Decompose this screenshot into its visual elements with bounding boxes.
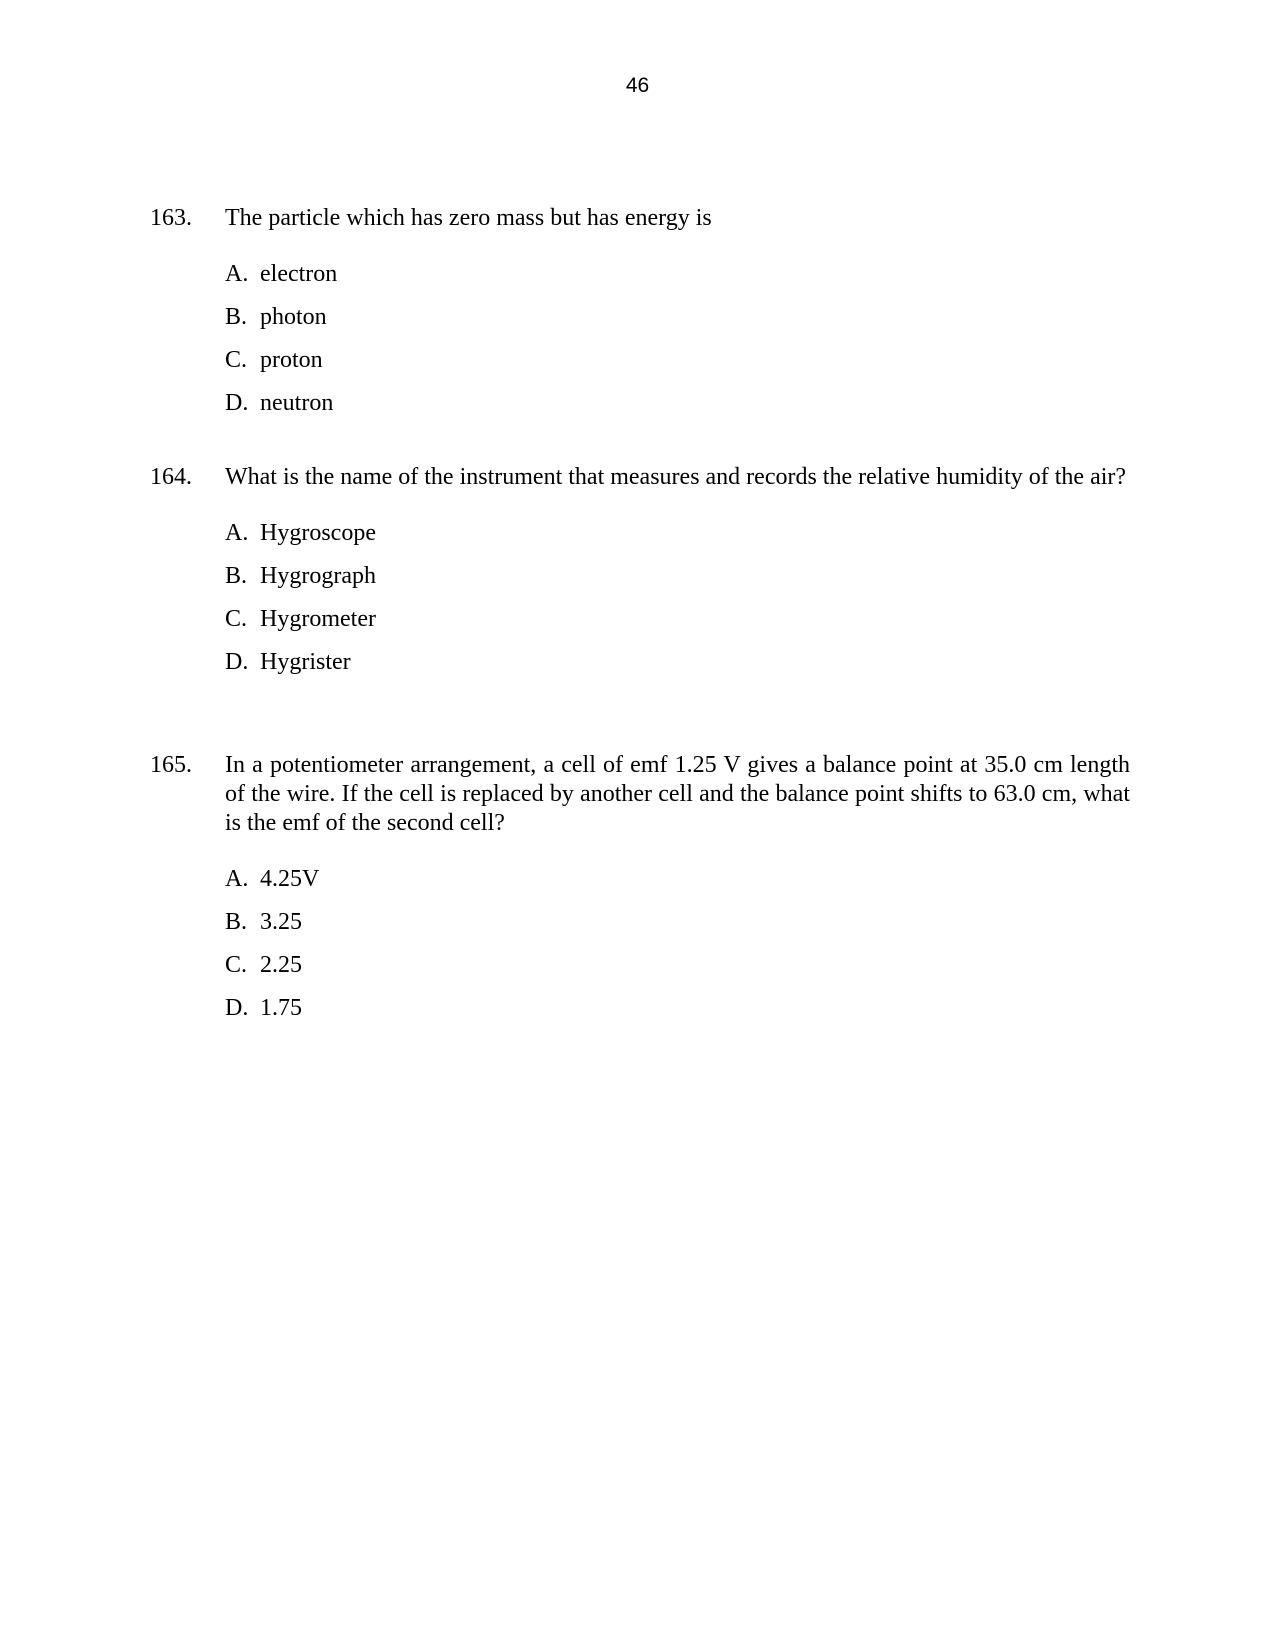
question-164 bbox=[150, 463, 1130, 691]
option-text: photon bbox=[260, 304, 327, 330]
option-letter: C. bbox=[225, 952, 248, 978]
option-text: 4.25V bbox=[260, 866, 320, 892]
option-letter: B. bbox=[225, 909, 248, 935]
option-c bbox=[225, 605, 1130, 634]
option-d bbox=[225, 648, 1130, 677]
question-number: 163. bbox=[150, 205, 192, 231]
question-text: In a potentiometer arrangement, a cell of emf 1.25 V gives a balance point at 35.0 cm length of the wire. If the cell is replaced by another cell and the balance point shifts to 63.0 cm, what is the emf of the second cell? bbox=[225, 752, 1130, 836]
option-text: electron bbox=[260, 261, 338, 287]
option-d bbox=[225, 389, 1130, 418]
option-c bbox=[225, 346, 1130, 375]
option-text: Hygrograph bbox=[260, 563, 376, 589]
option-a bbox=[225, 260, 1130, 289]
question-text: What is the name of the instrument that measures and records the relative humidity of the air? bbox=[225, 464, 1127, 490]
option-letter: A. bbox=[225, 520, 249, 546]
option-text: Hygroscope bbox=[260, 520, 376, 546]
question-163 bbox=[150, 204, 1130, 432]
option-b bbox=[225, 562, 1130, 591]
page-number: 46 bbox=[625, 74, 650, 97]
option-letter: D. bbox=[225, 390, 249, 416]
option-c bbox=[225, 951, 1130, 980]
option-letter: B. bbox=[225, 304, 248, 330]
option-letter: A. bbox=[225, 866, 249, 892]
option-text: 2.25 bbox=[260, 952, 302, 978]
option-letter: B. bbox=[225, 563, 248, 589]
option-letter: A. bbox=[225, 261, 249, 287]
option-letter: C. bbox=[225, 347, 248, 373]
option-a bbox=[225, 519, 1130, 548]
option-d bbox=[225, 994, 1130, 1023]
option-letter: D. bbox=[225, 649, 249, 675]
option-list bbox=[225, 519, 1130, 677]
option-list bbox=[225, 260, 1130, 418]
option-text: Hygrometer bbox=[260, 606, 376, 632]
option-text: 3.25 bbox=[260, 909, 302, 935]
option-text: proton bbox=[260, 347, 323, 373]
option-text: Hygrister bbox=[260, 649, 351, 675]
option-b bbox=[225, 908, 1130, 937]
option-b bbox=[225, 303, 1130, 332]
option-text: neutron bbox=[260, 390, 334, 416]
question-text: The particle which has zero mass but has energy is bbox=[225, 205, 712, 231]
option-letter: D. bbox=[225, 995, 249, 1021]
question-number: 164. bbox=[150, 464, 192, 490]
option-text: 1.75 bbox=[260, 995, 302, 1021]
question-165 bbox=[150, 751, 1130, 1037]
question-number: 165. bbox=[150, 752, 192, 778]
option-a bbox=[225, 865, 1130, 894]
option-list bbox=[225, 865, 1130, 1023]
option-letter: C. bbox=[225, 606, 248, 632]
